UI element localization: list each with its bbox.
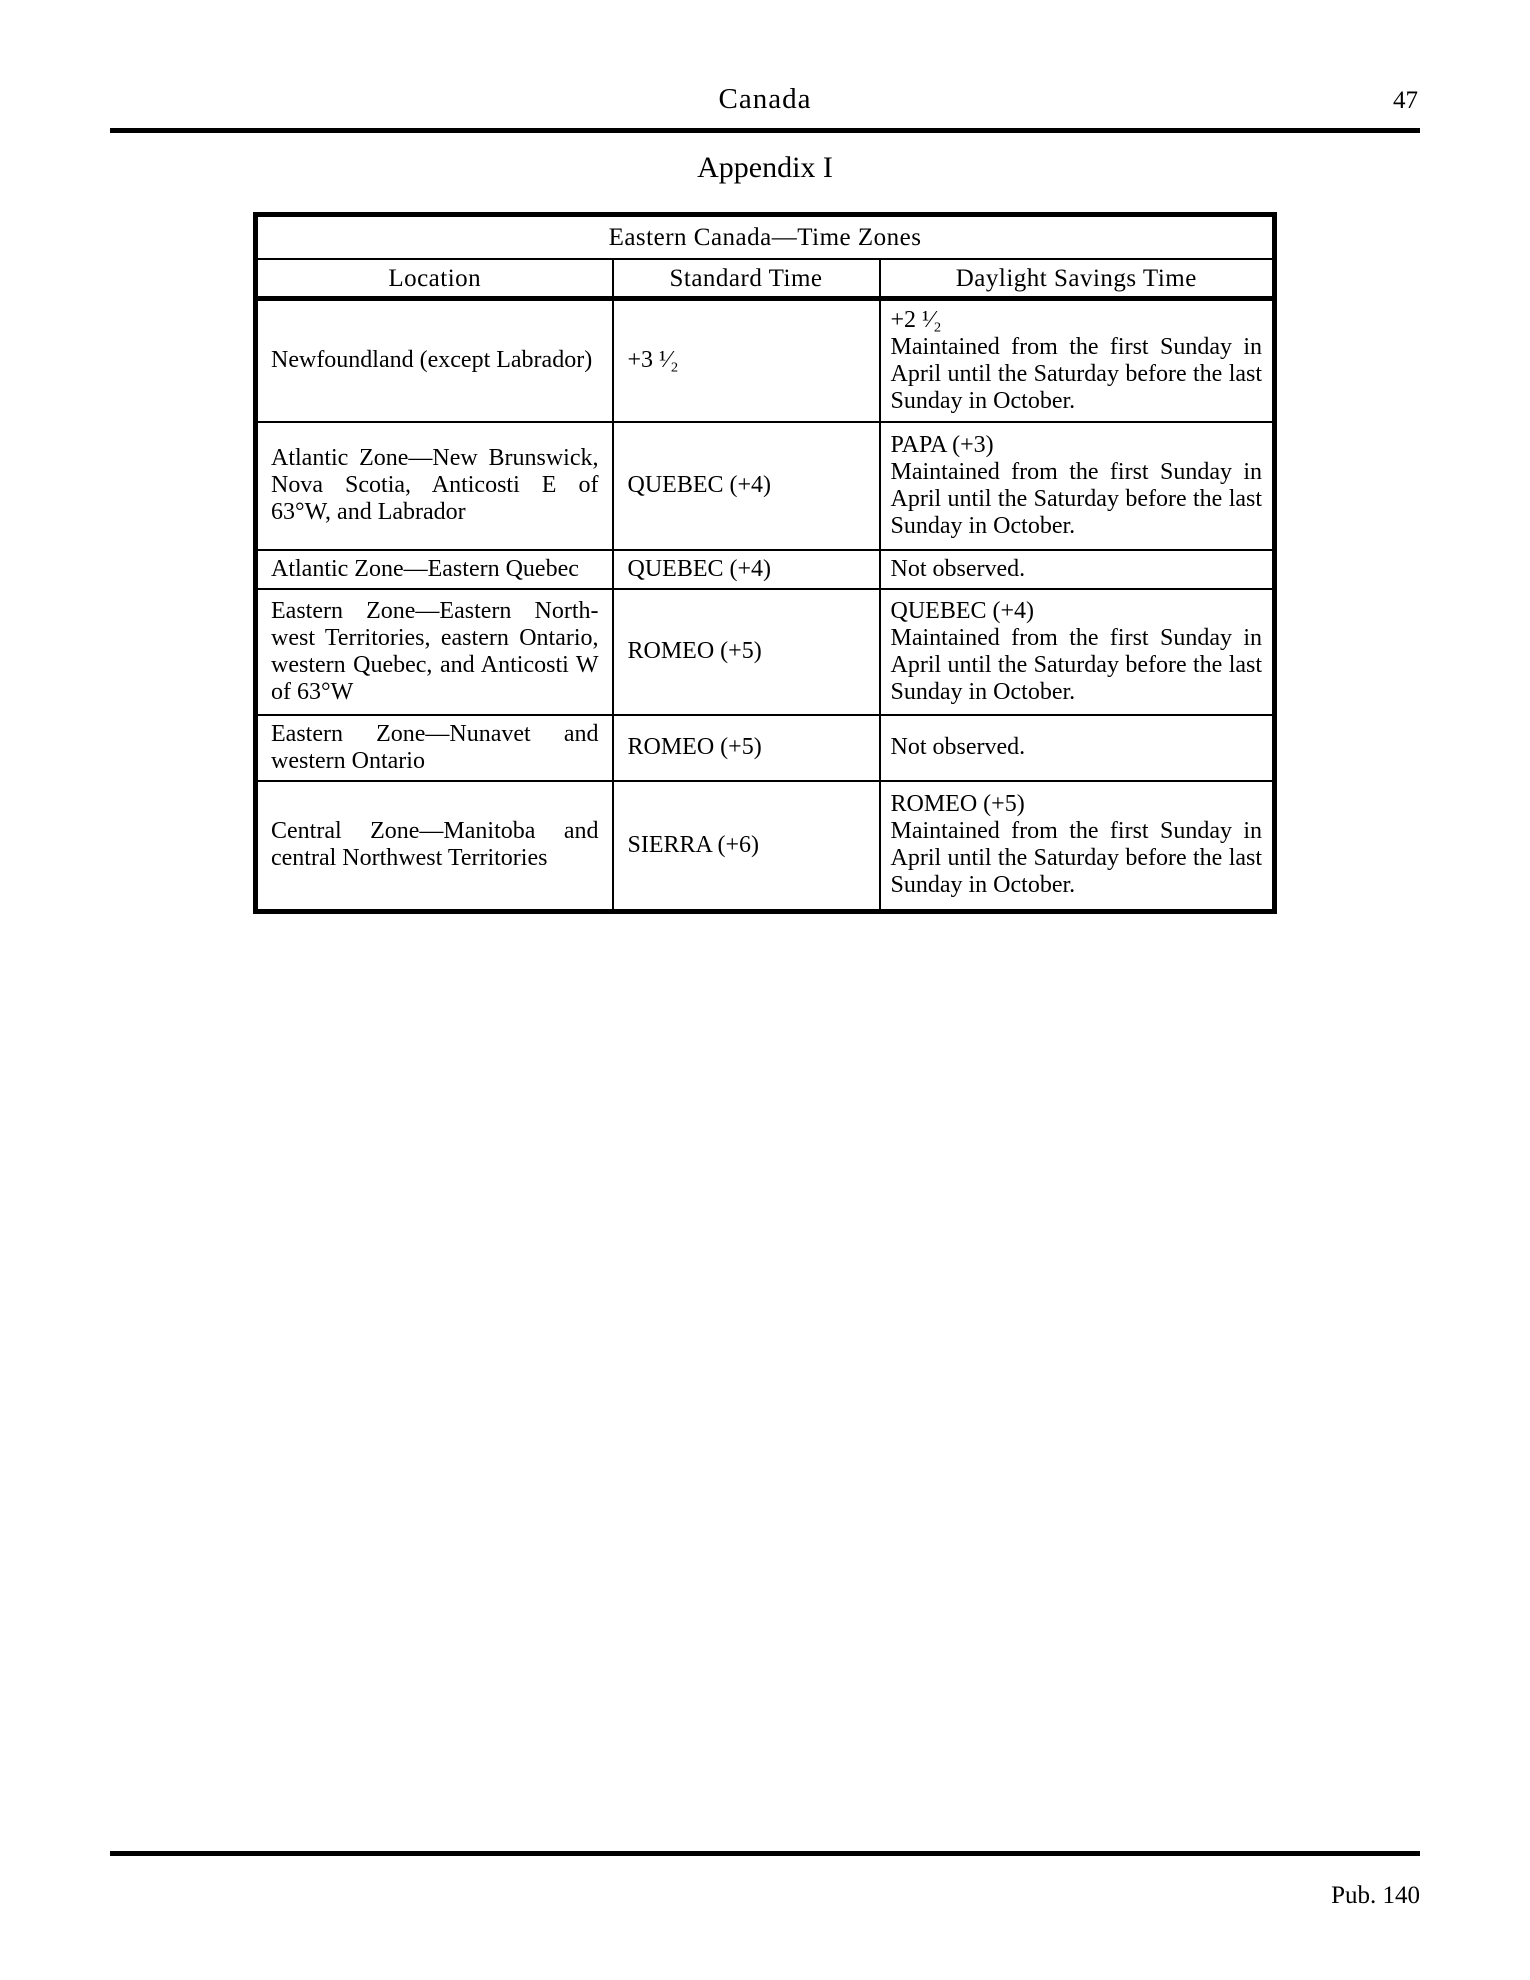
dst-cell (880, 715, 1275, 781)
timezones-table (253, 212, 1277, 914)
standard-time-cell: QUEBEC (+4) (613, 422, 880, 550)
table-header-row (256, 259, 1275, 299)
dst-zone-label: PAPA (+3) (890, 431, 994, 458)
dst-cell (880, 550, 1275, 589)
publication-number: Pub. 140 (1331, 1882, 1420, 1909)
table-title: Eastern Canada—Time Zones (256, 215, 1275, 260)
standard-time-cell: QUEBEC (+4) (613, 550, 880, 589)
table-title-row (256, 215, 1275, 260)
dst-cell (880, 781, 1275, 912)
standard-time-cell: +3 ¹⁄₂ (613, 299, 880, 422)
dst-cell (880, 299, 1275, 422)
location-cell: Newfoundland (except Labrador) (256, 299, 613, 422)
page-header-title: Canada (718, 83, 812, 115)
page-number: 47 (1393, 87, 1418, 114)
dst-zone-label: ROMEO (+5) (890, 791, 1025, 818)
column-header-standard-time: Standard Time (613, 259, 880, 299)
dst-note: Maintained from the first Sunday in April until the Saturday before the last Sunday in October. (890, 458, 1263, 539)
dst-zone-label: QUEBEC (+4) (890, 597, 1035, 624)
dst-zone-label: Not observed. (890, 734, 1026, 760)
table-row (256, 550, 1275, 589)
footer-rule (110, 1851, 1420, 1856)
appendix-title: Appendix I (697, 151, 833, 184)
table-row (256, 422, 1275, 550)
dst-cell (880, 422, 1275, 550)
location-cell: Eastern Zone—Eastern Northwest Territories, eastern Ontario, western Quebec, and Anticosti W of 63°W (256, 589, 613, 715)
table-row (256, 299, 1275, 422)
table-row (256, 715, 1275, 781)
dst-cell (880, 589, 1275, 715)
location-cell: Atlantic Zone—New Brunswick, Nova Scotia, Anticosti E of 63°W, and Labrador (256, 422, 613, 550)
location-cell: Eastern Zone—Nunavet and western Ontario (256, 715, 613, 781)
header-rule (110, 128, 1420, 133)
standard-time-cell: ROMEO (+5) (613, 589, 880, 715)
table-row (256, 589, 1275, 715)
standard-time-cell: ROMEO (+5) (613, 715, 880, 781)
location-cell: Atlantic Zone—Eastern Quebec (256, 550, 613, 589)
table-row (256, 781, 1275, 912)
dst-zone-label: +2 ¹⁄₂ (890, 306, 942, 333)
column-header-daylight-savings-time: Daylight Savings Time (880, 259, 1275, 299)
dst-note: Maintained from the first Sunday in April until the Saturday before the last Sunday in October. (890, 818, 1263, 899)
dst-note: Maintained from the first Sunday in April until the Saturday before the last Sunday in October. (890, 333, 1263, 414)
column-header-location: Location (256, 259, 613, 299)
dst-zone-label: Not observed. (890, 555, 1026, 582)
dst-note: Maintained from the first Sunday in April until the Saturday before the last Sunday in October. (890, 624, 1263, 705)
standard-time-cell: SIERRA (+6) (613, 781, 880, 912)
location-cell: Central Zone—Manitoba and central Northwest Territories (256, 781, 613, 912)
